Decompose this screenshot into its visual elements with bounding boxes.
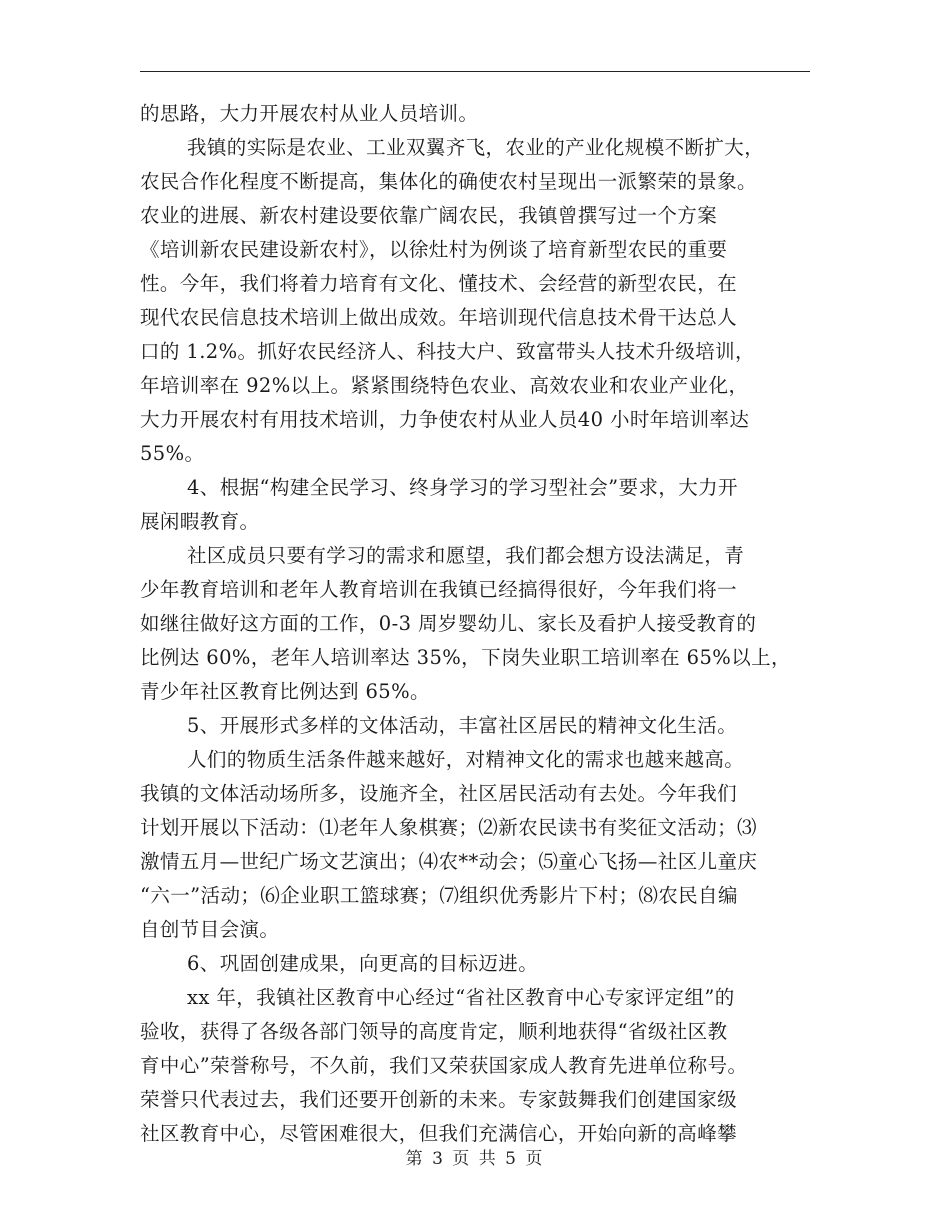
text-line: “六一”活动；⑹企业职工篮球赛；⑺组织优秀影片下村；⑻农民自编	[140, 884, 738, 907]
text-line: 6、巩固创建成果，向更高的目标迈进。	[187, 952, 539, 975]
text-line: 验收，获得了各级各部门领导的高度肯定，顺利地获得“省级社区教	[140, 1020, 728, 1043]
text-line: 5、开展形式多样的文体活动，丰富社区居民的精神文化生活。	[187, 714, 738, 737]
text-line: 的思路，大力开展农村从业人员培训。	[140, 102, 479, 125]
text-line: 《培训新农民建设新农村》，以徐灶村为例谈了培育新型农民的重要	[140, 238, 728, 261]
text-line: 社区教育中心，尽管困难很大，但我们充满信心，开始向新的高峰攀	[140, 1122, 738, 1145]
text-line: 荣誉只代表过去，我们还要开创新的未来。专家鼓舞我们创建国家级	[140, 1088, 738, 1111]
text-line: 青少年社区教育比例达到 65%。	[140, 680, 430, 703]
text-line: 激情五月—世纪广场文艺演出；⑷农**动会；⑸童心飞扬—社区儿童庆	[140, 850, 758, 873]
text-line: 农民合作化程度不断提高，集体化的确使农村呈现出一派繁荣的景象。	[140, 170, 757, 193]
text-line: 计划开展以下活动：⑴老年人象棋赛；⑵新农民读书有奖征文活动；⑶	[140, 816, 757, 839]
text-line: xx 年，我镇社区教育中心经过“省社区教育中心专家评定组”的	[187, 986, 735, 1009]
text-line: 年培训率在 92%以上。紧紧围绕特色农业、高效农业和农业产业化，	[140, 374, 749, 397]
text-line: 农业的进展、新农村建设要依靠广阔农民，我镇曾撰写过一个方案	[140, 204, 718, 227]
text-line: 口的 1.2%。抓好农民经济人、科技大户、致富带头人技术升级培训，	[140, 340, 755, 363]
text-line: 自创节目会演。	[140, 918, 280, 941]
text-line: 人们的物质生活条件越来越好，对精神文化的需求也越来越高。	[187, 748, 745, 771]
text-line: 55%。	[140, 442, 205, 465]
text-line: 少年教育培训和老年人教育培训在我镇已经搞得很好，今年我们将一	[140, 578, 738, 601]
text-line: 展闲暇教育。	[140, 510, 260, 533]
text-line: 比例达 60%，老年人培训率达 35%，下岗失业职工培训率在 65%以上，	[140, 646, 791, 669]
text-line: 我镇的实际是农业、工业双翼齐飞，农业的产业化规模不断扩大，	[187, 136, 765, 159]
text-line: 现代农民信息技术培训上做出成效。年培训现代信息技术骨干达总人	[140, 306, 738, 329]
text-line: 如继往做好这方面的工作，0-3 周岁婴幼儿、家长及看护人接受教育的	[140, 612, 757, 635]
text-line: 育中心”荣誉称号，不久前，我们又荣获国家成人教育先进单位称号。	[140, 1054, 748, 1077]
text-line: 我镇的文体活动场所多，设施齐全，社区居民活动有去处。今年我们	[140, 782, 738, 805]
text-line: 4、根据“构建全民学习、终身学习的学习型社会”要求，大力开	[187, 476, 738, 499]
page-number: 第 3 页 共 5 页	[405, 1149, 545, 1169]
text-line: 社区成员只要有学习的需求和愿望，我们都会想方设法满足，青	[187, 544, 745, 567]
text-line: 性。今年，我们将着力培育有文化、懂技术、会经营的新型农民，在	[140, 272, 738, 295]
text-line: 大力开展农村有用技术培训，力争使农村从业人员40 小时年培训率达	[140, 408, 750, 431]
